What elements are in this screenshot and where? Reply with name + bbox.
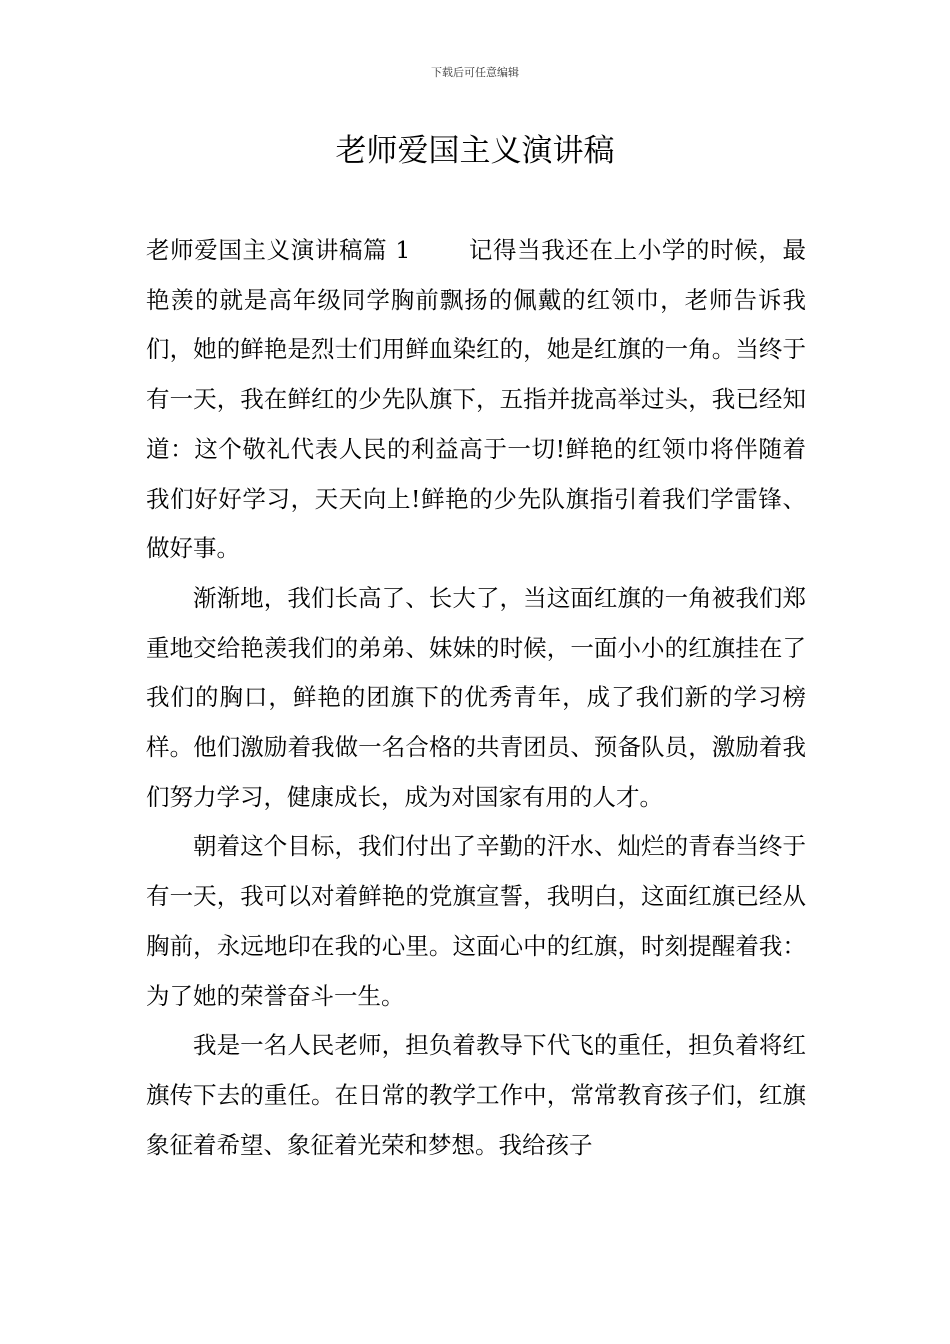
document-body bbox=[146, 226, 806, 1170]
paragraph-3: 朝着这个目标，我们付出了辛勤的汗水、灿烂的青春当终于有一天，我可以对着鲜艳的党旗宣誓，我明白，这面红旗已经从胸前，永远地印在我的心里。这面心中的红旗，时刻提醒着我：为了她的荣誉奋斗一生。 bbox=[146, 832, 806, 1010]
paragraph-1-heading: 老师爱国主义演讲稿篇 1 bbox=[146, 236, 411, 264]
paragraph-1 bbox=[146, 226, 806, 574]
document-title: 老师爱国主义演讲稿 bbox=[335, 133, 615, 169]
paragraph-4: 我是一名人民老师，担负着教导下代飞的重任，担负着将红旗传下去的重任。在日常的教学工作中，常常教育孩子们，红旗象征着希望、象征着光荣和梦想。我给孩子 bbox=[146, 1031, 806, 1159]
paragraph-2: 渐渐地，我们长高了、长大了，当这面红旗的一角被我们郑重地交给艳羡我们的弟弟、妹妹的时候，一面小小的红旗挂在了我们的胸口，鲜艳的团旗下的优秀青年，成了我们新的学习榜样。他们激励着我做一名合格的共青团员、预备队员，激励着我们努力学习，健康成长，成为对国家有用的人才。 bbox=[146, 583, 806, 811]
page-header-note: 下载后可任意编辑 bbox=[431, 66, 519, 79]
paragraph-1-text: 记得当我还在上小学的时候，最艳羡的就是高年级同学胸前飘扬的佩戴的红领巾，老师告诉我们，她的鲜艳是烈士们用鲜血染红的，她是红旗的一角。当终于有一天，我在鲜红的少先队旗下，五指并拢高举过头，我已经知道：这个敬礼代表人民的利益高于一切!鲜艳的红领巾将伴随着我们好好学习，天天向上!鲜艳的少先队旗指引着我们学雷锋、做好事。 bbox=[146, 236, 807, 563]
